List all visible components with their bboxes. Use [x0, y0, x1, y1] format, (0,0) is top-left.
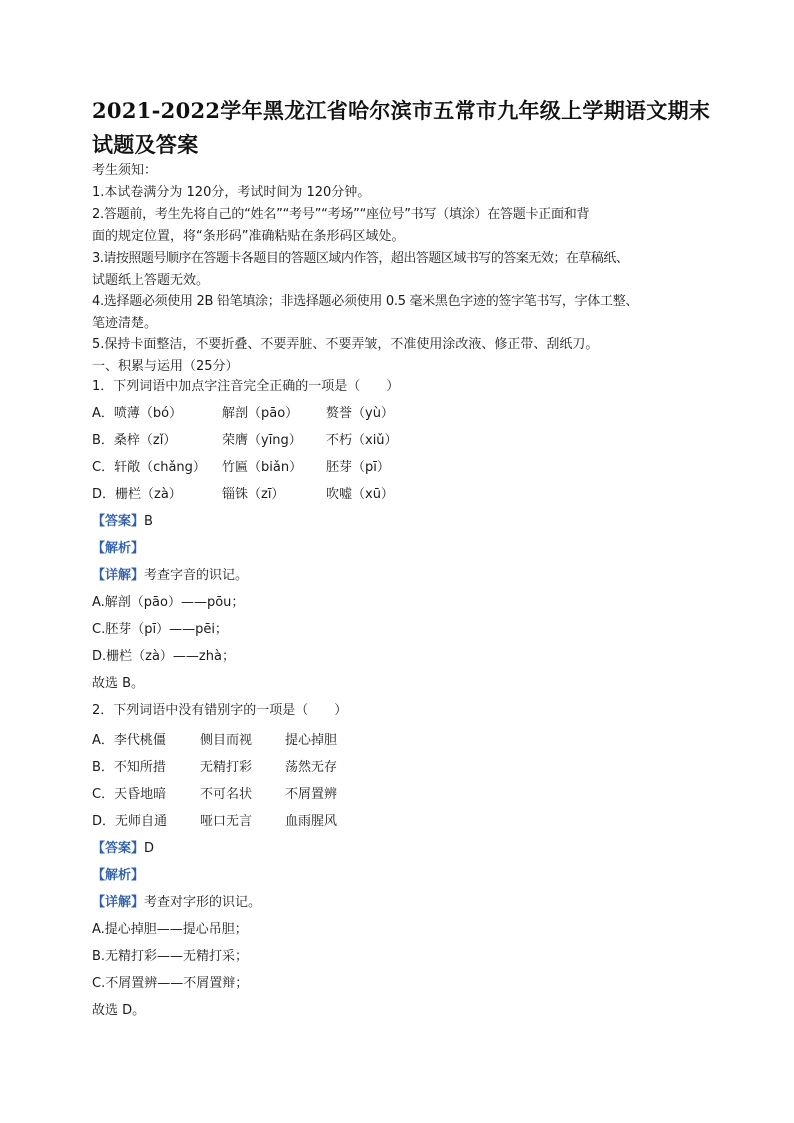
notice-line-5: 5.保持卡面整洁，不要折叠、不要弄脏、不要弄皱，不准使用涂改液、修正带、刮纸刀。 [92, 337, 599, 352]
q1-option-d-2: 锱铢（zī） [222, 487, 285, 502]
q1-option-b-2: 荣膺（yīng） [222, 433, 302, 448]
notice-line-4a: 4.选择题必须使用 2B 铅笔填涂；非选择题必须使用 0.5 毫米黑色字迹的签字笔书写，字体工整、 [92, 294, 639, 309]
q2-option-c-1: C．天昏地暗 [92, 787, 167, 802]
title-line-1: 2021-2022学年黑龙江省哈尔滨市五常市九年级上学期语文期末 [92, 98, 711, 123]
q2-detail [92, 893, 261, 913]
q1-option-c-3: 胚芽（pī） [326, 460, 390, 475]
q2-option-c-2: 不可名状 [200, 787, 253, 802]
q2-detail-line-1: A.提心掉胆——提心吊胆； [92, 922, 248, 937]
q1-option-a-3: 赘誉（yù） [326, 406, 394, 421]
answer-value: D [144, 841, 155, 856]
notice-line-3b: 试题纸上答题无效。 [92, 273, 210, 288]
detail-tag: 【详解】 [92, 568, 145, 583]
q2-conclusion: 故选 D。 [92, 1003, 146, 1018]
section-heading: 一、积累与运用（25分） [92, 359, 239, 374]
q2-option-a-2: 侧目而视 [200, 733, 253, 748]
q1-option-d-1: D．栅栏（zà） [92, 487, 182, 502]
q2-option-d-3: 血雨腥风 [285, 814, 338, 829]
q1-answer [92, 512, 153, 532]
answer-tag: 【答案】 [92, 514, 145, 529]
answer-value: B [144, 514, 153, 529]
detail-text: 考查对字形的识记。 [144, 895, 262, 910]
q1-option-b-1: B．桑梓（zǐ） [92, 433, 177, 448]
document-title [92, 94, 712, 162]
q1-option-c-2: 竹匾（biǎn） [222, 460, 303, 475]
answer-tag: 【答案】 [92, 841, 145, 856]
q1-detail [92, 566, 248, 586]
q2-option-b-2: 无精打彩 [200, 760, 253, 775]
q1-conclusion: 故选 B。 [92, 676, 145, 691]
q2-detail-line-3: C.不屑置辨——不屑置辩； [92, 976, 249, 991]
q1-analysis-tag: 【解析】 [92, 541, 145, 556]
q2-option-d-2: 哑口无言 [200, 814, 253, 829]
q2-answer [92, 839, 154, 859]
notice-heading: 考生须知： [92, 163, 158, 178]
q2-analysis-tag: 【解析】 [92, 868, 145, 883]
title-line-2: 试题及答案 [92, 132, 199, 157]
q1-detail-line-2: C.胚芽（pī）——pēi； [92, 622, 228, 637]
q1-option-b-3: 不朽（xiǔ） [326, 433, 398, 448]
notice-line-2b: 面的规定位置，将“条形码”准确粘贴在条形码区域处。 [92, 229, 405, 244]
q2-option-a-1: A．李代桃僵 [92, 733, 166, 748]
notice-line-4b: 笔迹清楚。 [92, 316, 158, 331]
q2-option-c-3: 不屑置辨 [285, 787, 338, 802]
q2-detail-line-2: B.无精打彩——无精打采； [92, 949, 249, 964]
q1-detail-line-1: A.解剖（pāo）——pōu； [92, 595, 245, 610]
notice-line-1: 1.本试卷满分为 120分，考试时间为 120分钟。 [92, 185, 371, 200]
notice-line-2a: 2.答题前，考生先将自己的“姓名”“考号”“考场”“座位号”书写（填涂）在答题卡正面和背 [92, 207, 590, 222]
q1-option-d-3: 吹嘘（xū） [326, 487, 394, 502]
question-2-stem: 2．下列词语中没有错别字的一项是（ ） [92, 703, 348, 718]
q1-detail-line-3: D.栅栏（zà）——zhà； [92, 649, 235, 664]
q2-option-a-3: 提心掉胆 [285, 733, 338, 748]
q2-option-d-1: D．无师自通 [92, 814, 168, 829]
detail-tag: 【详解】 [92, 895, 145, 910]
q2-option-b-3: 荡然无存 [285, 760, 338, 775]
q2-option-b-1: B．不知所措 [92, 760, 166, 775]
q1-option-a-1: A．喷薄（bó） [92, 406, 183, 421]
notice-line-3a: 3.请按照题号顺序在答题卡各题目的答题区域内作答，超出答题区域书写的答案无效；在草稿纸、 [92, 251, 629, 266]
q1-option-c-1: C．轩敞（chǎng） [92, 460, 206, 475]
detail-text: 考查字音的识记。 [144, 568, 249, 583]
question-1-stem: 1．下列词语中加点字注音完全正确的一项是（ ） [92, 379, 400, 394]
q1-option-a-2: 解剖（pāo） [222, 406, 299, 421]
